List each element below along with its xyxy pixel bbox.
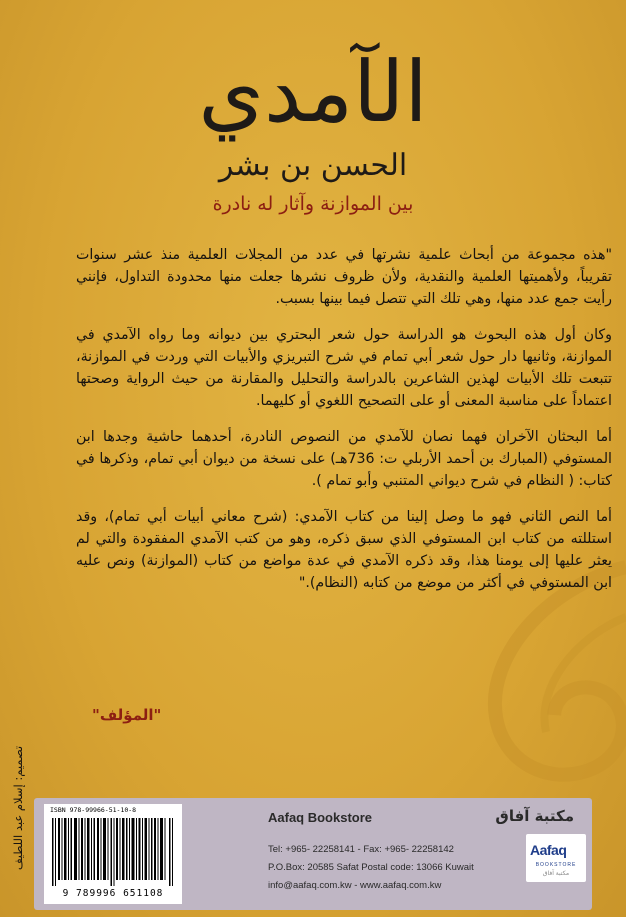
aafaq-logo-icon	[526, 834, 586, 882]
blurb-paragraph: أما البحثان الآخران فهما نصان للآمدي من النصوص النادرة، أحدهما حاشية وجدها ابن المستوفي (المبارك بن أحمد الأربلي ت: 736هـ) على نسخة من ديوان أبي تمام، وذكرها في كتاب: ( النظام في شرح ديواني المتنبي وأبو تمام ).	[76, 429, 612, 489]
publisher-footer	[34, 798, 592, 910]
blurb-paragraph: "هذه مجموعة من أبحاث علمية نشرتها في عدد من المجلات العلمية منذ عشر سنوات تقريباً، ولأهميتها العلمية والنقدية، ولأن ظروف نشرها جعلت منها محدودة التداول، فإنني رأيت جمع عدد منها، وهي تلك التي تتصل فيما بينها بسبب.	[76, 247, 612, 307]
logo-sub-text: BOOKSTORE	[535, 862, 577, 868]
barcode-box	[44, 804, 182, 904]
book-subtitle-author: الحسن بن بشر	[218, 148, 408, 183]
author-signature: "المؤلف"	[92, 706, 162, 724]
book-subtitle-topic: بين الموازنة وآثار له نادرة	[212, 193, 414, 215]
contact-pobox: P.O.Box: 20585 Safat Postal code: 13066 Kuwait	[268, 862, 474, 873]
isbn-label: ISBN 978-99966-51-10-8	[50, 806, 137, 814]
blurb-paragraph: أما النص الثاني فهو ما وصل إلينا من كتاب الآمدي: (شرح معاني أبيات أبي تمام)، وقد استللته من كتاب ابن المستوفي الذي سبق ذكره، وهو من كتب الآمدي المفقودة والتي لم يعثر عليها إلى يومنا هذا، وقد ذكره الآمدي في عدة مواضع من كتاب (الموازنة) ونص عليه ابن المستوفي في أكثر من موضع من كتابه (النظام)."	[76, 509, 612, 591]
logo-ar-text: مكتبة آفاق	[542, 870, 570, 877]
blurb-paragraph: وكان أول هذه البحوث هو الدراسة حول شعر البحتري بين ديوانه وما رواه الآمدي في الموازنة، وثانيها دار حول شعر أبي تمام في شرح التبريزي والأبيات التي وردت في الموازنة، تتبعت تلك الأبيات لهذين الشاعرين بالدراسة والتحليل والمقارنة من حيث الرواية وصحتها اعتماداً على مناسبة المعنى أو على التصحيح اللغوي أو كليهما.	[76, 327, 612, 409]
store-name-ar: مكتبة آفاق	[495, 807, 574, 825]
logo-main-text: Aafaq	[530, 842, 567, 858]
barcode-icon	[52, 818, 174, 886]
design-credit-text: تصميم: إسلام عبد اللطيف	[11, 745, 25, 871]
design-credit	[8, 718, 28, 898]
contact-web: info@aafaq.com.kw - www.aafaq.com.kw	[268, 880, 442, 891]
barcode-digits: 9 789996 651108	[62, 888, 164, 899]
blurb-text	[76, 244, 612, 608]
contact-phone: Tel: +965- 22258141 - Fax: +965- 22258142	[268, 844, 454, 855]
book-title: الآمدي	[198, 43, 428, 141]
store-name-en: Aafaq Bookstore	[268, 810, 373, 825]
